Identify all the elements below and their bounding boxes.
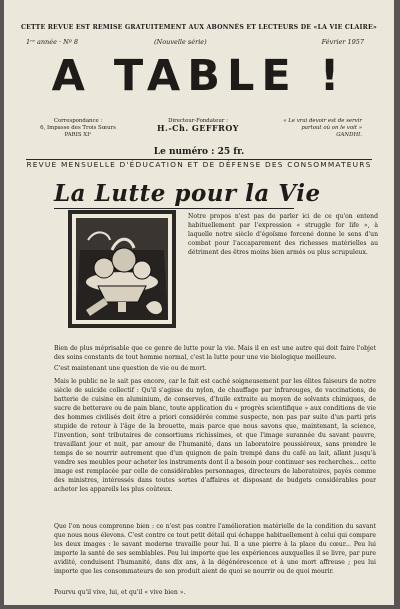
issue-date: Février 1957 xyxy=(321,38,364,46)
fruit-bowl-illustration xyxy=(68,210,176,328)
masthead-title: A TABLE ! xyxy=(51,51,347,101)
director-label: Directeur-Fondateur : xyxy=(168,118,228,124)
article-paragraph: C'est maintenant une question de vie ou de mort. xyxy=(54,365,207,372)
quote-author: GANDHI. xyxy=(336,132,362,138)
article-paragraph: Notre propos n'est pas de parler ici de ce qu'on entend habituellement par l'expression « struggle for life », à laquelle notre siècle d'égoïsme forcené donne le sens d'un combat pour l'accaparement des richesses matérielles au détriment des êtres moins bien armés ou plus scrupuleux. xyxy=(188,213,378,256)
director-name: H.-Ch. GEFFROY xyxy=(156,123,240,133)
correspondence-city: PARIS XIᵉ xyxy=(64,132,92,138)
article-title xyxy=(54,180,354,207)
issue-number: 1ʳᵉ année · Nº 8 xyxy=(26,38,79,46)
magazine-page xyxy=(4,0,394,605)
article-paragraph: Bien de plus méprisable que ce genre de lutte pour la vie. Mais il en est une autre qui doit faire l'objet des soins constants de tout homme normal, c'est la lutte pour une vie biologique meilleure. xyxy=(54,345,376,361)
quote-block xyxy=(266,118,362,139)
article-paragraph: Mais le public ne le sait pas encore, car le fait est caché soigneusement par les élites faiseurs de notre siècle de suicide collectif : Qu'il s'agisse du nylon, de chauffage par infrarouges, de vaccinations, de batterie de cuisine en aluminium, de conserves, d'huile extraite au moyen de solvants chimiques, de sucre de betterave ou de pain blanc, toute application du « progrès scientifique » aux conditions de vie des hommes civilisés doit être a priori considérée comme suspecte, non pas par suite d'un parti pris stupide de retour à l'âge de la brouette, mais parce que nous savons que, maintenant, la science, l'invention, sont tributaires de consortiums richissimes, et que l'image surannée du savant pauvre, travaillant jour et nuit, par amour de l'humanité, dans un laboratoire poussiéreux, sans prendre le temps de se nourrir autrement que d'un quignon de pain trempé dans du café au lait, allant jusqu'à vendre ses meubles pour acheter les instruments dont il a besoin pour continuer ses recherches... cette image est remplacée par celle de considérables personnages, directeurs de laboratoires, payés comme des ministres, intéressés dans toutes sortes d'affaires et disposant de budgets considérables pour acheter les appareils les plus coûteux. xyxy=(54,378,376,493)
article-paragraph: Pourvu qu'il vive, lui, et qu'il « vive bien ». xyxy=(54,589,186,596)
correspondence-block xyxy=(30,118,126,139)
subtitle: REVUE MENSUELLE D'ÉDUCATION ET DE DÉFENSE DES CONSOMMATEURS xyxy=(26,160,372,169)
correspondence-label: Correspondance : xyxy=(53,118,103,124)
quote-text: « Le vrai devoir est de servir partout où on le voit » xyxy=(283,118,362,131)
article-title-text: La Lutte pour la Vie xyxy=(54,180,321,207)
price: Le numéro : 25 fr. xyxy=(153,147,245,157)
series-label: (Nouvelle série) xyxy=(154,38,207,46)
director-block xyxy=(152,118,244,132)
title-underline xyxy=(54,208,294,209)
correspondence-address: 6, Impasse des Trois Sœurs xyxy=(40,125,116,131)
article-paragraph: Que l'on nous comprenne bien : ce n'est pas contre l'amélioration matérielle de la condition du savant que nous nous élevons. C'est contre ce tout petit détail qui échappe habituellement à celui qui compare les deux images : le savant moderne travaille pour lui. Il a une pierre à la place du cœur... Peu lui importe la santé de ses semblables. Peu lui importe que les expériences auxquelles il se livre, par pure avidité, conduisent l'humanité, dans dix ans, à la dégénérescence et à une mort affreuse ; peu lui importe que les consommateurs de son produit aient de quoi se nourrir ou de quoi mourir. xyxy=(54,523,376,575)
distribution-notice: CETTE REVUE EST REMISE GRATUITEMENT AUX ABONNÉS ET LECTEURS DE «LA VIE CLAIRE» xyxy=(21,24,377,31)
